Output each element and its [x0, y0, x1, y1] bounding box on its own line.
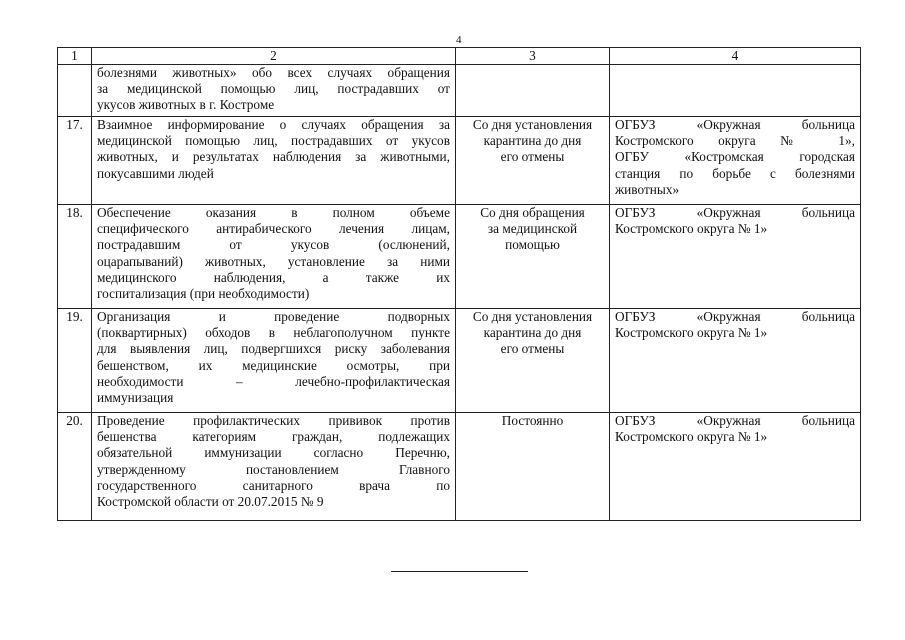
measure-description-line: оцарапываний) животных, установление за ними [97, 253, 450, 269]
responsible-party [610, 117, 861, 205]
measures-table [57, 47, 861, 521]
row-number [58, 65, 92, 117]
responsible-party [610, 309, 861, 413]
execution-period-line: Со дня установления [472, 117, 593, 132]
measure-description-line: болезнями животных» обо всех случаях обращения [97, 65, 450, 80]
table-row [58, 117, 861, 205]
execution-period-line: за медицинской [487, 221, 578, 237]
execution-period [456, 413, 610, 521]
execution-period [456, 309, 610, 413]
measure-description-line: обязательной иммунизации согласно Перечню, [97, 445, 450, 461]
measure-description [92, 117, 456, 205]
header-col-4: 4 [610, 48, 861, 65]
responsible-party [610, 413, 861, 521]
responsible-party-line: ОГБУ «Костромская городская [615, 149, 855, 165]
page-number: 4 [456, 34, 462, 46]
responsible-party-line: ОГБУЗ «Окружная больница [615, 205, 855, 220]
header-col-2: 2 [92, 48, 456, 65]
row-number: 18. [58, 205, 92, 309]
measure-description-line: пострадавшим от укусов (ослюнений, [97, 237, 450, 253]
responsible-party [610, 65, 861, 117]
row-number: 19. [58, 309, 92, 413]
measure-description-line: бешенства категориям граждан, подлежащих [97, 429, 450, 445]
measure-description-line: утвержденному постановлением Главного [97, 461, 450, 477]
measure-description-line: Взаимное информирование о случаях обращения за [97, 117, 450, 132]
measure-description [92, 205, 456, 309]
table-row [58, 65, 861, 117]
measure-description-line: Костромской области от 20.07.2015 № 9 [97, 494, 324, 510]
header-col-1: 1 [58, 48, 92, 65]
measure-description-line: необходимости – лечебно-профилактическая [97, 373, 450, 389]
measure-description-line: Организация и проведение подворных [97, 309, 450, 324]
table-header-row [58, 48, 861, 65]
execution-period [456, 205, 610, 309]
execution-period [456, 117, 610, 205]
execution-period-line: его отмены [500, 341, 565, 357]
measure-description-line: специфического антирабического лечения лицам, [97, 221, 450, 237]
responsible-party-line: Костромского округа № 1», [615, 133, 855, 149]
execution-period [456, 65, 610, 117]
responsible-party-line: Костромского округа № 1» [615, 221, 768, 237]
measure-description-line: для выявления лиц, подвергшихся риску заболевания [97, 341, 450, 357]
row-number: 17. [58, 117, 92, 205]
responsible-party-line: Костромского округа № 1» [615, 325, 768, 341]
measure-description-line: укусов животных в г. Костроме [97, 97, 275, 113]
measure-description-line: государственного санитарного врача по [97, 477, 450, 493]
execution-period-line: Со дня установления [472, 309, 593, 324]
measure-description-line: медицинской помощью лиц, пострадавших от укусов [97, 133, 450, 149]
row-number: 20. [58, 413, 92, 521]
responsible-party [610, 205, 861, 309]
table-row [58, 413, 861, 521]
measure-description-line: Проведение профилактических прививок против [97, 413, 450, 428]
execution-period-line: Со дня обращения [480, 205, 585, 220]
responsible-party-line: ОГБУЗ «Окружная больница [615, 413, 855, 428]
measure-description-line: медицинского наблюдения, а также их [97, 269, 450, 285]
measure-description [92, 309, 456, 413]
execution-period-line: карантина до дня [483, 325, 582, 341]
table-row [58, 309, 861, 413]
table-body [58, 48, 861, 521]
measure-description [92, 65, 456, 117]
measure-description [92, 413, 456, 521]
execution-period-line: его отмены [500, 149, 565, 165]
measure-description-line: госпитализация (при необходимости) [97, 286, 310, 302]
table-row [58, 205, 861, 309]
execution-period-line: Постоянно [501, 413, 564, 428]
measure-description-line: (поквартирных) обходов в неблагополучном пункте [97, 325, 450, 341]
measure-description-line: за медицинской помощью лиц, пострадавших от [97, 81, 450, 97]
measure-description-line: иммунизация [97, 390, 174, 406]
execution-period-line: помощью [505, 237, 560, 253]
execution-period-line: карантина до дня [483, 133, 582, 149]
footnote-rule [391, 571, 528, 572]
responsible-party-line: ОГБУЗ «Окружная больница [615, 309, 855, 324]
measure-description-line: животных, и результатах наблюдения за животными, [97, 149, 450, 165]
header-col-3: 3 [456, 48, 610, 65]
responsible-party-line: ОГБУЗ «Окружная больница [615, 117, 855, 132]
responsible-party-line: станция по борьбе с болезнями [615, 165, 855, 181]
measure-description-line: бешенством, их медицинские осмотры, при [97, 357, 450, 373]
measure-description-line: Обеспечение оказания в полном объеме [97, 205, 450, 220]
responsible-party-line: животных» [615, 181, 680, 197]
measure-description-line: покусавшими людей [97, 165, 214, 181]
responsible-party-line: Костромского округа № 1» [615, 429, 768, 445]
